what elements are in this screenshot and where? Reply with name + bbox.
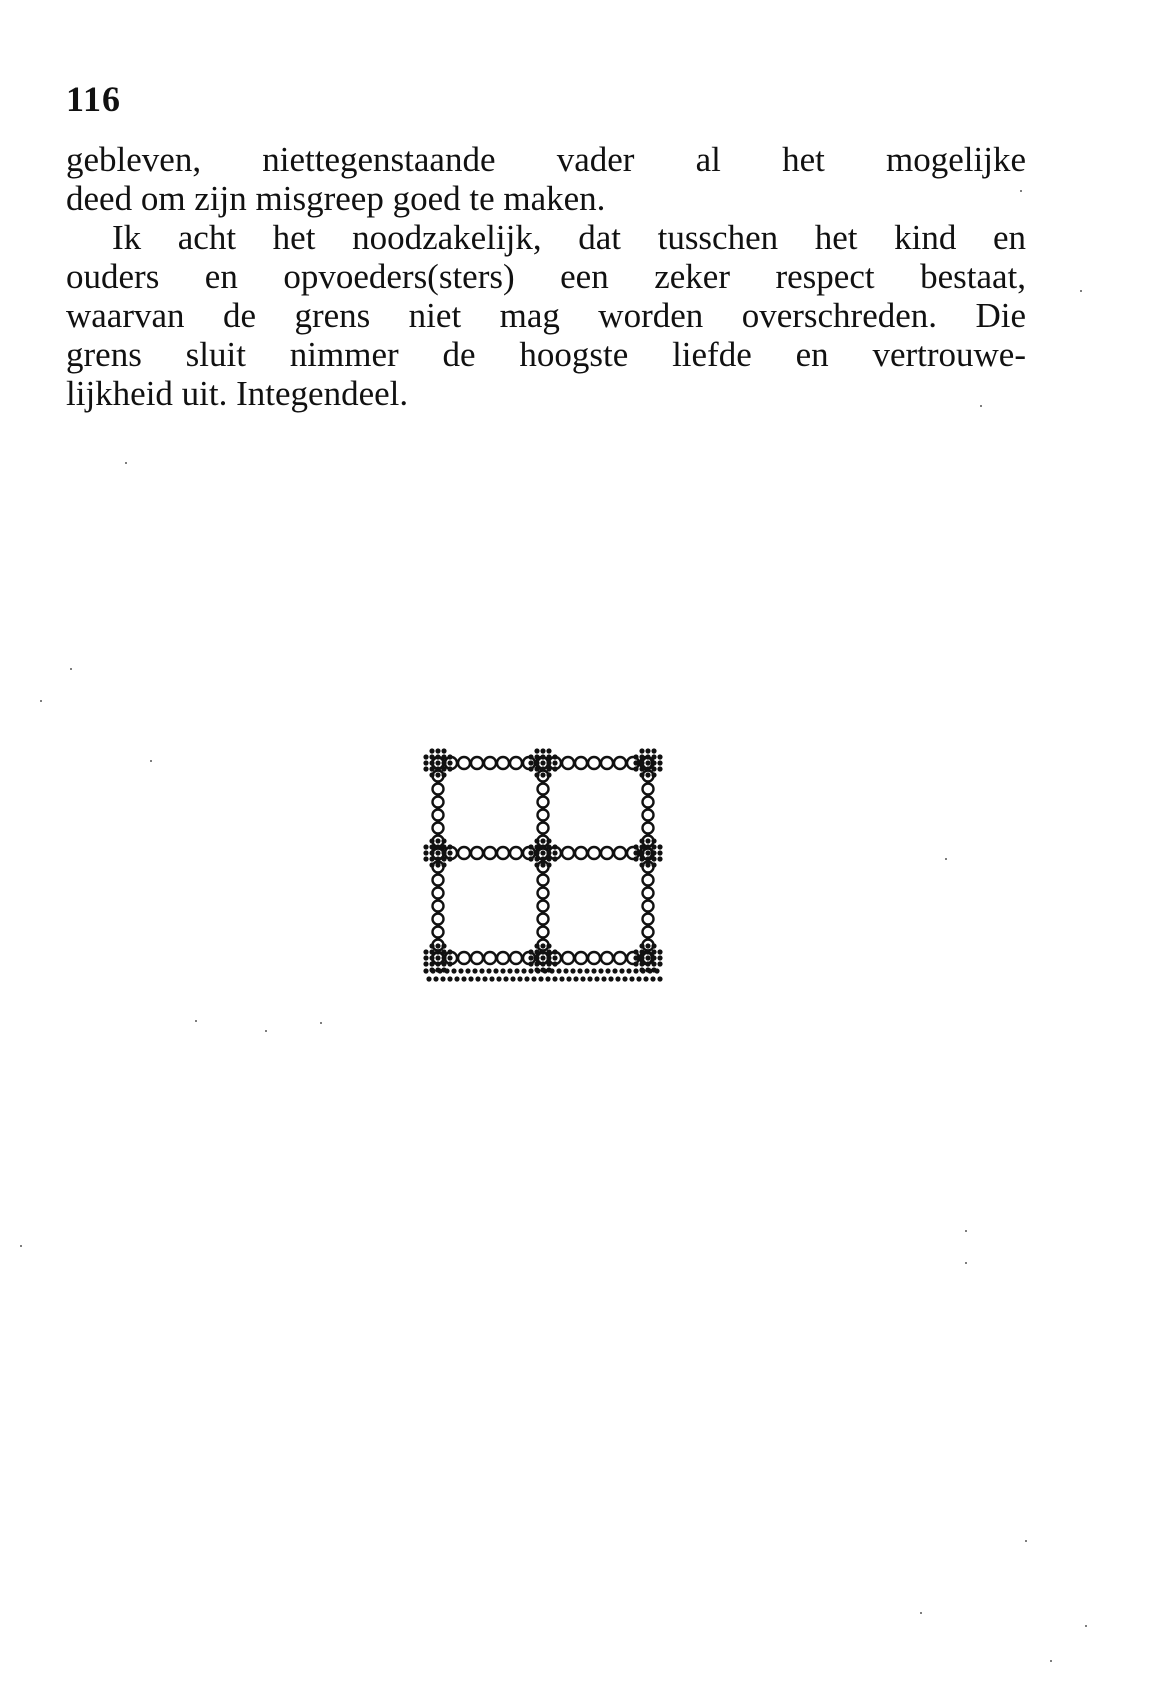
- lace-ornament-icon: [418, 743, 668, 988]
- text-line: waarvan de grens niet mag worden overschreden. Die: [66, 296, 1026, 335]
- text-line: grens sluit nimmer de hoogste liefde en vertrouwe-: [66, 335, 1026, 374]
- text-line: lijkheid uit. Integendeel.: [66, 374, 409, 413]
- text-line: deed om zijn misgreep goed te maken.: [66, 179, 606, 218]
- page-number: 116: [66, 79, 122, 119]
- text-line: ouders en opvoeders(sters) een zeker respect bestaat,: [66, 257, 1026, 296]
- text-line: gebleven, niettegenstaande vader al het mogelijke: [66, 140, 1026, 179]
- text-line: Ik acht het noodzakelijk, dat tusschen het kind en: [112, 218, 1026, 257]
- body-text: [66, 140, 1026, 413]
